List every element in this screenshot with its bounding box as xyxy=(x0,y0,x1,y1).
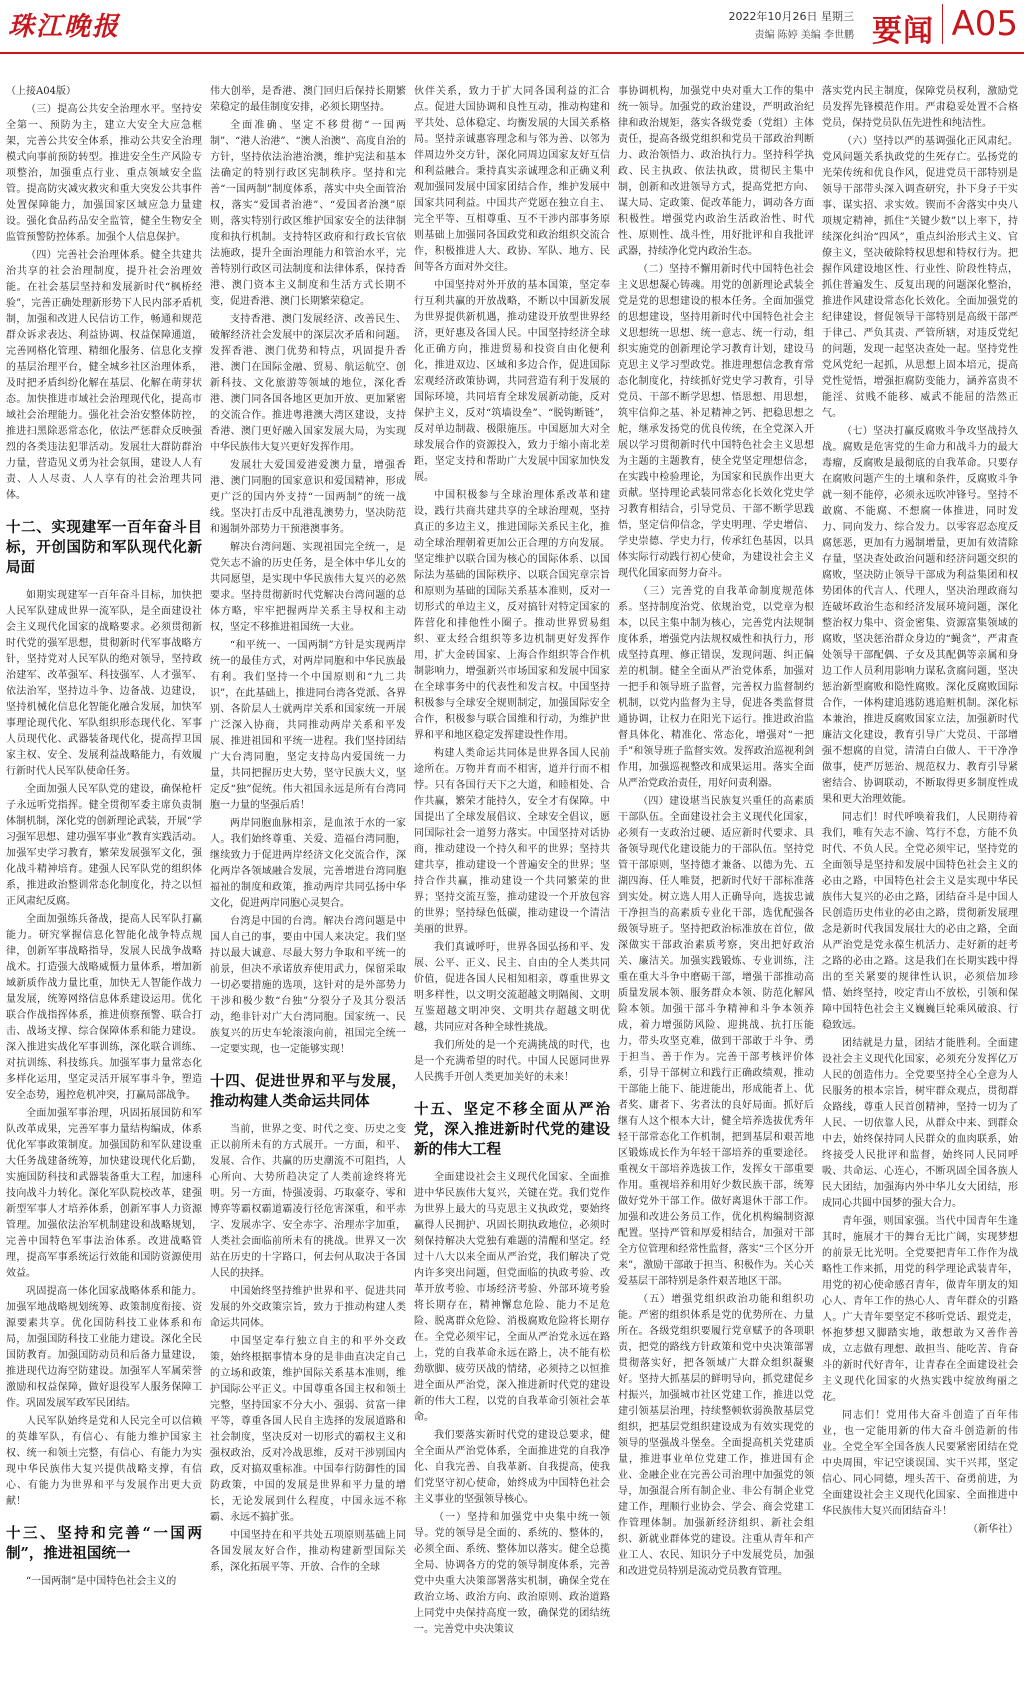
editor-credits: 责编 陈婷 美编 李世鹏 xyxy=(754,30,854,41)
paragraph: 我们所处的是一个充满挑战的时代，也是一个充满希望的时代。中国人民愿同世界人民携手开创人类更加美好的未来！ xyxy=(414,1040,610,1083)
paragraph: 全面准确、坚定不移贯彻“一国两制”、“港人治港”、“澳人治澳”、高度自治的方针，坚持依法治港治澳，维护宪法和基本法确定的特别行政区宪制秩序。坚持和完善“一国两制”制度体系，落实中央全面管治权，落实“爱国者治港”、“爱国者治澳”原则，落实特别行政区维护国家安全的法律制度和执行机制。支持特区政府和行政长官依法施政，提升全面治理能力和管治水平，完善特别行政区司法制度和法律体系，保持香港、澳门资本主义制度和生活方式长期不变，促进香港、澳门长期繁荣稳定。 xyxy=(210,120,406,307)
masthead-divider xyxy=(0,52,1024,54)
paragraph: 构建人类命运共同体是世界各国人民前途所在。万物并育而不相害，道并行而不相悖。只有各国行天下之大道，和睦相处、合作共赢，繁荣才能持久，安全才有保障。中国提出了全球发展倡议、全球安全倡议，愿同国际社会一道努力落实。中国坚持对话协商，推动建设一个持久和平的世界；坚持共建共享，推动建设一个普遍安全的世界；坚持合作共赢，推动建设一个共同繁荣的世界；坚持交流互鉴，推动建设一个开放包容的世界；坚持绿色低碳，推动建设一个清洁美丽的世界。 xyxy=(414,748,610,935)
section-heading: 十三、坚持和完善“一国两制”，推进祖国统一 xyxy=(6,1525,202,1562)
paragraph: （二）坚持不懈用新时代中国特色社会主义思想凝心铸魂。用党的创新理论武装全党是党的思想建设的根本任务。全面加强党的思想建设，坚持用新时代中国特色社会主义思想统一思想、统一意志、统一行动，组织实施党的创新理论学习教育计划，建设马克思主义学习型政党。推进理想信念教育常态化制度化，持续抓好党史学习教育，引导党员、干部不断学思想、悟思想、用思想，筑牢信仰之基、补足精神之钙、把稳思想之舵，继承发扬党的优良传统，在全党深入开展以学习贯彻新时代中国特色社会主义思想为主题的主题教育，使全党坚定理想信念，在实践中检验理论，为国家和民族作出更大贡献。坚持理论武装同常态化长效化党史学习教育相结合，引导党员、干部不断学思践悟，坚定信仰信念，学史明理、学史增信、学史崇德、学史力行，传承红色基因，以具体实际行动践行初心使命，为建设社会主义现代化国家而努力奋斗。 xyxy=(618,264,814,579)
paragraph: 支持香港、澳门发展经济、改善民生、破解经济社会发展中的深层次矛盾和问题。发挥香港、澳门优势和特点，巩固提升香港、澳门在国际金融、贸易、航运航空、创新科技、文化旅游等领域的地位，深化香港、澳门同各国各地区更加开放、更加紧密的交流合作。推进粤港澳大湾区建设，支持香港、澳门更好融入国家发展大局，为实现中华民族伟大复兴更好发挥作用。 xyxy=(210,314,406,453)
paragraph: （三）完善党的自我革命制度规范体系。坚持制度治党、依规治党，以党章为根本，以民主集中制为核心，完善党内法规制度体系，增强党内法规权威性和执行力，形成坚持真理、修正错误，发现问题、纠正偏差的机制。健全全面从严治党体系，加强对一把手和领导班子监督，完善权力监督制约机制，以党内监督为主导，促进各类监督贯通协调，让权力在阳光下运行。推进政治监督具体化、精准化、常态化，增强对“一把手”和领导班子监督实效。发挥政治巡视利剑作用，加强巡视整改和成果运用。落实全面从严治党政治责任，用好问责利器。 xyxy=(618,586,814,789)
section-heading: 十四、促进世界和平与发展，推动构建人类命运共同体 xyxy=(210,1073,406,1110)
source-credit: （新华社） xyxy=(968,1524,1018,1535)
paragraph: 全面加强军事治理，巩固拓展国防和军队改革成果，完善军事力量结构编成，体系优化军事政策制度。加强国防和军队建设重大任务战建备统筹，加快建设现代化后勤，实施国防科技和武器装备重大工程，加速科技向战斗力转化。深化军队院校改革，建强新型军事人才培养体系，创新军事人力资源管理。加强依法治军机制建设和战略规划，完善中国特色军事法治体系。改进战略管理，提高军事系统运行效能和国防资源使用效益。 xyxy=(6,1108,202,1279)
paragraph: 中国始终坚持维护世界和平、促进共同发展的外交政策宗旨，致力于推动构建人类命运共同体。 xyxy=(210,1286,406,1329)
paragraph: 两岸同胞血脉相亲，是血浓于水的一家人。我们始终尊重、关爱、造福台湾同胞，继续致力于促进两岸经济文化交流合作，深化两岸各领域融合发展，完善增进台湾同胞福祉的制度和政策，推动两岸共同弘扬中华文化，促进两岸同胞心灵契合。 xyxy=(210,818,406,909)
paragraph: 全面加强练兵备战，提高人民军队打赢能力。研究掌握信息化智能化战争特点规律，创新军事战略指导，发展人民战争战略战术。打造强大战略威慑力量体系，增加新域新质作战力量比重，加快无人智能作战力量发展，统筹网络信息体系建设运用。优化联合作战指挥体系，推进侦察预警、联合打击、战场支撑、综合保障体系和能力建设。深入推进实战化军事训练，深化联合训练、对抗训练、科技练兵。加强军事力量常态化多样化运用，坚定灵活开展军事斗争，塑造安全态势，遏控危机冲突，打赢局部战争。 xyxy=(6,914,202,1101)
text-column-1 xyxy=(6,84,202,1674)
continued-paragraph: 伙伴关系，致力于扩大同各国利益的汇合点。促进大国协调和良性互动，推动构建和平共处、总体稳定、均衡发展的大国关系格局。坚持亲诚惠容理念和与邻为善、以邻为伴周边外交方针，深化同周边国家友好互信和利益融合。秉持真实亲诚理念和正确义利观加强同发展中国家团结合作，维护发展中国家共同利益。中国共产党愿在独立自主、完全平等、互相尊重、互不干涉内部事务原则基础上加强同各国政党和政治组织交流合作，积极推进人大、政协、军队、地方、民间等各方面对外交往。 xyxy=(414,86,610,273)
paragraph: （三）提高公共安全治理水平。坚持安全第一、预防为主，建立大安全大应急框架，完善公共安全体系，推动公共安全治理模式向事前预防转型。推进安全生产风险专项整治，加强重点行业、重点领域安全监管。提高防灾减灾救灾和重大突发公共事件处置保障能力，加强国家区域应急力量建设。强化食品药品安全监管，健全生物安全监管预警防控体系。加强个人信息保护。 xyxy=(6,104,202,243)
paragraph: 同志们！党用伟大奋斗创造了百年伟业，也一定能用新的伟大奋斗创造新的伟业。全党全军全国各族人民要紧密团结在党中央周围，牢记空谈误国、实干兴邦，坚定信心、同心同德，埋头苦干、奋勇前进，为全面建设社会主义现代化国家、全面推进中华民族伟大复兴而团结奋斗！ xyxy=(822,1410,1018,1517)
paragraph: 中国坚持对外开放的基本国策，坚定奉行互利共赢的开放战略，不断以中国新发展为世界提供新机遇，推动建设开放型世界经济，更好惠及各国人民。中国坚持经济全球化正确方向，推进贸易和投资自由化便利化，推进双边、区域和多边合作，促进国际宏观经济政策协调，共同营造有利于发展的国际环境，共同培育全球发展新动能，反对保护主义，反对“筑墙设垒”、“脱钩断链”，反对单边制裁、极限施压。中国愿加大对全球发展合作的资源投入，致力于缩小南北差距，坚定支持和帮助广大发展中国家加快发展。 xyxy=(414,280,610,483)
paragraph: 团结就是力量，团结才能胜利。全面建设社会主义现代化国家，必须充分发挥亿万人民的创造伟力。全党要坚持全心全意为人民服务的根本宗旨，树牢群众观点，贯彻群众路线，尊重人民首创精神，坚持一切为了人民、一切依靠人民，从群众中来、到群众中去，始终保持同人民群众的血肉联系，始终接受人民批评和监督，始终同人民同呼吸、共命运、心连心，不断巩固全国各族人民大团结，加强海内外中华儿女大团结，形成同心共圆中国梦的强大合力。 xyxy=(822,1038,1018,1209)
paragraph: （七）坚决打赢反腐败斗争攻坚战持久战。腐败是危害党的生命力和战斗力的最大毒瘤，反腐败是最彻底的自我革命。只要存在腐败问题产生的土壤和条件，反腐败斗争就一刻不能停，必须永远吹冲锋号。坚持不敢腐、不能腐、不想腐一体推进，同时发力、同向发力、综合发力。以零容忍态度反腐惩恶，更加有力遏制增量，更加有效清除存量，坚决查处政治问题和经济问题交织的腐败，坚决防止领导干部成为利益集团和权势团体的代言人、代理人，坚决治理政商勾连破坏政治生态和经济发展环境问题，深化整治权力集中、资金密集、资源富集领域的腐败，坚决惩治群众身边的“蝇贪”，严肃查处领导干部配偶、子女及其配偶等亲属和身边工作人员利用影响力谋私贪腐问题，坚决惩治新型腐败和隐性腐败。深化反腐败国际合作，一体构建追逃防逃追赃机制。深化标本兼治，推进反腐败国家立法，加强新时代廉洁文化建设，教育引导广大党员、干部增强不想腐的自觉，清清白白做人、干干净净做事，使严厉惩治、规范权力、教育引导紧密结合、协调联动，不断取得更多制度性成果和更大治理效能。 xyxy=(822,426,1018,805)
text-column-5 xyxy=(822,84,1018,1674)
paragraph: 如期实现建军一百年奋斗目标，加快把人民军队建成世界一流军队，是全面建设社会主义现代化国家的战略要求。必须贯彻新时代党的强军思想，贯彻新时代军事战略方针，坚持党对人民军队的绝对领导，坚持政治建军、改革强军、科技强军、人才强军、依法治军，坚持边斗争、边备战、边建设，坚持机械化信息化智能化融合发展，加快军事理论现代化、军队组织形态现代化、军事人员现代化、武器装备现代化，提高捍卫国家主权、安全、发展利益战略能力，有效履行新时代人民军队使命任务。 xyxy=(6,590,202,777)
paragraph: 全面加强人民军队党的建设，确保枪杆子永远听党指挥。健全贯彻军委主席负责制体制机制，深化党的创新理论武装，开展“学习强军思想、建功强军事业”教育实践活动。加强军史学习教育，繁荣发展强军文化，强化战斗精神培育。建强人民军队党的组织体系，推进政治整训常态化制度化，持之以恒正风肃纪反腐。 xyxy=(6,784,202,907)
paragraph: （六）坚持以严的基调强化正风肃纪。党风问题关系执政党的生死存亡。弘扬党的光荣传统和优良作风，促进党员干部特别是领导干部带头深入调查研究，扑下身子干实事、谋实招、求实效。锲而不舍落实中央八项规定精神，抓住“关键少数”以上率下，持续深化纠治“四风”，重点纠治形式主义、官僚主义，坚决破除特权思想和特权行为。把握作风建设地区性、行业性、阶段性特点，抓住普遍发生、反复出现的问题深化整治，推进作风建设常态化长效化。全面加强党的纪律建设，督促领导干部特别是高级干部严于律己、严负其责、严管所辖，对违反党纪的问题，发现一起坚决查处一起。坚持党性党风党纪一起抓，从思想上固本培元，提高党性觉悟，增强拒腐防变能力，涵养富贵不能淫、贫贱不能移、威武不能屈的浩然正气。 xyxy=(822,136,1018,419)
newspaper-logo: 珠江晚报 xyxy=(8,12,121,42)
issue-date: 2022年10月26日 星期三 xyxy=(728,10,854,23)
paragraph: 发展壮大爱国爱港爱澳力量，增强香港、澳门同胞的国家意识和爱国精神，形成更广泛的国内外支持“一国两制”的统一战线。坚决打击反中乱港乱澳势力，坚决防范和遏制外部势力干预港澳事务。 xyxy=(210,460,406,535)
paragraph: 台湾是中国的台湾。解决台湾问题是中国人自己的事，要由中国人来决定。我们坚持以最大诚意、尽最大努力争取和平统一的前景，但决不承诺放弃使用武力，保留采取一切必要措施的选项，这针对的是外部势力干涉和极少数“台独”分裂分子及其分裂活动，绝非针对广大台湾同胞。国家统一、民族复兴的历史车轮滚滚向前，祖国完全统一一定要实现，也一定能够实现！ xyxy=(210,916,406,1055)
paragraph: （一）坚持和加强党中央集中统一领导。党的领导是全面的、系统的、整体的，必须全面、系统、整体加以落实。健全总揽全局、协调各方的党的领导制度体系，完善党中央重大决策部署落实机制，确保全党在政治立场、政治方向、政治原则、政治道路上同党中央保持高度一致，确保党的团结统一。完善党中央决策议 xyxy=(414,1512,610,1635)
paragraph: （五）增强党组织政治功能和组织功能。严密的组织体系是党的优势所在、力量所在。各级党组织要履行党章赋予的各项职责，把党的路线方针政策和党中央决策部署贯彻落实好，把各领域广大群众组织凝聚好。坚持大抓基层的鲜明导向，抓党建促乡村振兴，加强城市社区党建工作，推进以党建引领基层治理，持续整顿软弱涣散基层党组织，把基层党组织建设成为有效实现党的领导的坚强战斗堡垒。全面提高机关党建质量，推进事业单位党建工作，推进国有企业、金融企业在完善公司治理中加强党的领导，加强混合所有制企业、非公有制企业党建工作，理顺行业协会、学会、商会党建工作管理体制。加强新经济组织、新社会组织、新就业群体党的建设。注重从青年和产业工人、农民、知识分子中发展党员，加强和改进党员特别是流动党员教育管理。 xyxy=(618,1294,814,1577)
paragraph: 青年强，则国家强。当代中国青年生逢其时，施展才干的舞台无比广阔，实现梦想的前景无比光明。全党要把青年工作作为战略性工作来抓，用党的科学理论武装青年，用党的初心使命感召青年，做青年朋友的知心人、青年工作的热心人、青年群众的引路人。广大青年要坚定不移听党话、跟党走，怀抱梦想又脚踏实地，敢想敢为又善作善成，立志做有理想、敢担当、能吃苦、肯奋斗的新时代好青年，让青春在全面建设社会主义现代化国家的火热实践中绽放绚丽之花。 xyxy=(822,1216,1018,1403)
continued-paragraph: 伟大创举，是香港、澳门回归后保持长期繁荣稳定的最佳制度安排，必须长期坚持。 xyxy=(210,86,406,113)
section-title: 要闻 xyxy=(872,14,934,49)
paragraph: “一国两制”是中国特色社会主义的 xyxy=(26,1576,177,1587)
paragraph: 我们要落实新时代党的建设总要求，健全全面从严治党体系，全面推进党的自我净化、自我完善、自我革新、自我提高，使我们党坚守初心使命，始终成为中国特色社会主义事业的坚强领导核心。 xyxy=(414,1430,610,1505)
paragraph: 巩固提高一体化国家战略体系和能力。加强军地战略规划统筹、政策制度衔接、资源要素共享。优化国防科技工业体系和布局，加强国防科技工业能力建设。深化全民国防教育。加强国防动员和后备力量建设，推进现代边海空防建设。加强军人军属荣誉激励和权益保障，做好退役军人服务保障工作。巩固发展军政军民团结。 xyxy=(6,1286,202,1409)
continuation-note: （上接A04版） xyxy=(6,86,76,97)
text-column-2 xyxy=(210,84,406,1674)
paragraph: 当前，世界之变、时代之变、历史之变正以前所未有的方式展开。一方面，和平、发展、合作、共赢的历史潮流不可阻挡，人心所向、大势所趋决定了人类前途终将光明。另一方面，恃强凌弱、巧取豪夺、零和博弈等霸权霸道霸凌行径危害深重，和平赤字、发展赤字、安全赤字、治理赤字加重，人类社会面临前所未有的挑战。世界又一次站在历史的十字路口，何去何从取决于各国人民的抉择。 xyxy=(210,1124,406,1279)
section-heading: 十二、实现建军一百年奋斗目标，开创国防和军队现代化新局面 xyxy=(6,519,202,576)
section-heading: 十五、坚定不移全面从严治党，深入推进新时代党的建设新的伟大工程 xyxy=(414,1101,610,1158)
paragraph: 中国积极参与全球治理体系改革和建设，践行共商共建共享的全球治理观，坚持真正的多边主义，推进国际关系民主化，推动全球治理朝着更加公正合理的方向发展。坚定维护以联合国为核心的国际体系、以国际法为基础的国际秩序、以联合国宪章宗旨和原则为基础的国际关系基本准则，反对一切形式的单边主义，反对搞针对特定国家的阵营化和排他性小圈子。推动世界贸易组织、亚太经合组织等多边机制更好发挥作用，扩大金砖国家、上海合作组织等合作机制影响力，增强新兴市场国家和发展中国家在全球事务中的代表性和发言权。中国坚持积极参与全球安全规则制定，加强国际安全合作，积极参与联合国维和行动，为维护世界和平和地区稳定发挥建设性作用。 xyxy=(414,490,610,741)
article-body xyxy=(6,84,1018,1674)
paragraph: “和平统一、一国两制”方针是实现两岸统一的最佳方式，对两岸同胞和中华民族最有利。我们坚持一个中国原则和“九二共识”，在此基础上，推进同台湾各党派、各界别、各阶层人士就两岸关系和国家统一开展广泛深入协商，共同推动两岸关系和平发展、推进祖国和平统一进程。我们坚持团结广大台湾同胞，坚定支持岛内爱国统一力量，共同把握历史大势，坚守民族大义，坚定反“独”促统。伟大祖国永远是所有台湾同胞一力量的坚强后盾！ xyxy=(210,640,406,811)
continued-paragraph: 事协调机构，加强党中央对重大工作的集中统一领导。加强党的政治建设，严明政治纪律和政治规矩，落实各级党委（党组）主体责任，提高各级党组织和党员干部政治判断力、政治领悟力、政治执行力。坚持科学执政、民主执政、依法执政，贯彻民主集中制，创新和改进领导方式，提高党把方向、谋大局、定政策、促改革能力，调动各方面积极性。增强党内政治生活政治性、时代性、原则性、战斗性，用好批评和自我批评武器，持续净化党内政治生态。 xyxy=(618,86,814,257)
text-column-3 xyxy=(414,84,610,1674)
paragraph: 同志们！时代呼唤着我们，人民期待着我们，唯有矢志不渝、笃行不怠，方能不负时代、不负人民。全党必须牢记，坚持党的全面领导是坚持和发展中国特色社会主义的必由之路，中国特色社会主义是实现中华民族伟大复兴的必由之路，团结奋斗是中国人民创造历史伟业的必由之路，贯彻新发展理念是新时代我国发展壮大的必由之路，全面从严治党是党永葆生机活力、走好新的赶考之路的必由之路。这是我们在长期实践中得出的至关紧要的规律性认识，必须倍加珍惜、始终坚持，咬定青山不放松，引领和保障中国特色社会主义巍巍巨轮乘风破浪、行稳致远。 xyxy=(822,812,1018,1031)
paragraph: （四）建设堪当民族复兴重任的高素质干部队伍。全面建设社会主义现代化国家，必须有一支政治过硬、适应新时代要求、具备领导现代化建设能力的干部队伍。坚持党管干部原则，坚持德才兼备、以德为先、五湖四海、任人唯贤，把新时代好干部标准落到实处。树立选人用人正确导向，选拔忠诚干净担当的高素质专业化干部，选优配强各级领导班子。坚持把政治标准放在首位，做深做实干部政治素质考察，突出把好政治关、廉洁关。加强实践锻炼、专业训练，注重在重大斗争中磨砺干部，增强干部推动高质量发展本领、服务群众本领、防范化解风险本领。加强干部斗争精神和斗争本领养成，着力增强防风险、迎挑战、抗打压能力，带头攻坚克难，做到干部敢于斗争、勇于担当、善于作为。完善干部考核评价体系，引导干部树立和践行正确政绩观，推动干部能上能下、能进能出，形成能者上、优者奖、庸者下、劣者汰的良好局面。抓好后继有人这个根本大计，健全培养选拔优秀年轻干部常态化工作机制，把到基层和艰苦地区锻炼成长作为年轻干部培养的重要途径。重视女干部培养选拔工作，发挥女干部重要作用。重视培养和用好少数民族干部，统筹做好党外干部工作。做好离退休干部工作。加强和改进公务员工作，优化机构编制资源配置。坚持严管和厚爱相结合，加强对干部全方位管理和经常性监督，落实“三个区分开来”，激励干部敢于担当、积极作为。关心关爱基层干部特别是条件艰苦地区干部。 xyxy=(618,796,814,1287)
paragraph: 解决台湾问题、实现祖国完全统一，是党矢志不渝的历史任务，是全体中华儿女的共同愿望，是实现中华民族伟大复兴的必然要求。坚持贯彻新时代党解决台湾问题的总体方略，牢牢把握两岸关系主导权和主动权，坚定不移推进祖国统一大业。 xyxy=(210,542,406,633)
page-number: A05 xyxy=(942,4,1018,44)
paragraph: 全面建设社会主义现代化国家、全面推进中华民族伟大复兴，关键在党。我们党作为世界上最大的马克思主义执政党，要始终赢得人民拥护、巩固长期执政地位，必须时刻保持解决大党独有难题的清醒和坚定。经过十八大以来全面从严治党，我们解决了党内许多突出问题，但党面临的执政考验、改革开放考验、市场经济考验、外部环境考验将长期存在，精神懈怠危险、能力不足危险、脱离群众危险、消极腐败危险将长期存在。全党必须牢记，全面从严治党永远在路上，党的自我革命永远在路上，决不能有松劲歇脚、疲劳厌战的情绪，必须持之以恒推进全面从严治党，深入推进新时代党的建设新的伟大工程，以党的自我革命引领社会革命。 xyxy=(414,1172,610,1423)
masthead xyxy=(0,0,1024,54)
paragraph: 中国坚定奉行独立自主的和平外交政策，始终根据事情本身的是非曲直决定自己的立场和政策，维护国际关系基本准则，维护国际公平正义。中国尊重各国主权和领土完整，坚持国家不分大小、强弱、贫富一律平等，尊重各国人民自主选择的发展道路和社会制度，坚决反对一切形式的霸权主义和强权政治，反对冷战思维，反对干涉别国内政，反对搞双重标准。中国奉行防御性的国防政策，中国的发展是世界和平力量的增长，无论发展到什么程度，中国永远不称霸、永远不搞扩张。 xyxy=(210,1336,406,1523)
paragraph: 人民军队始终是党和人民完全可以信赖的英雄军队，有信心、有能力维护国家主权、统一和领土完整，有信心、有能力为实现中华民族伟大复兴提供战略支撑，有信心、有能力为世界和平与发展作出更大贡献！ xyxy=(6,1416,202,1507)
continued-paragraph: 落实党内民主制度，保障党员权利，激励党员发挥先锋模范作用。严肃稳妥处置不合格党员，保持党员队伍先进性和纯洁性。 xyxy=(822,86,1018,129)
paragraph: 我们真诚呼吁，世界各国弘扬和平、发展、公平、正义、民主、自由的全人类共同价值，促进各国人民相知相亲，尊重世界文明多样性，以文明交流超越文明隔阂、文明互鉴超越文明冲突、文明共存超越文明优越，共同应对各种全球性挑战。 xyxy=(414,942,610,1033)
paragraph: 中国坚持在和平共处五项原则基础上同各国发展友好合作，推动构建新型国际关系，深化拓展平等、开放、合作的全球 xyxy=(210,1530,406,1573)
paragraph: （四）完善社会治理体系。健全共建共治共享的社会治理制度，提升社会治理效能。在社会基层坚持和发展新时代“枫桥经验”，完善正确处理新形势下人民内部矛盾机制，加强和改进人民信访工作，畅通和规范群众诉求表达、利益协调、权益保障通道，完善网格化管理、精细化服务、信息化支撑的基层治理平台，健全城乡社区治理体系，及时把矛盾纠纷化解在基层、化解在萌芽状态。加快推进市域社会治理现代化，提高市域社会治理能力。强化社会治安整体防控，推进扫黑除恶常态化，依法严惩群众反映强烈的各类违法犯罪活动。发展壮大群防群治力量，营造见义勇为社会氛围，建设人人有责、人人尽责、人人享有的社会治理共同体。 xyxy=(6,250,202,501)
text-column-4 xyxy=(618,84,814,1674)
